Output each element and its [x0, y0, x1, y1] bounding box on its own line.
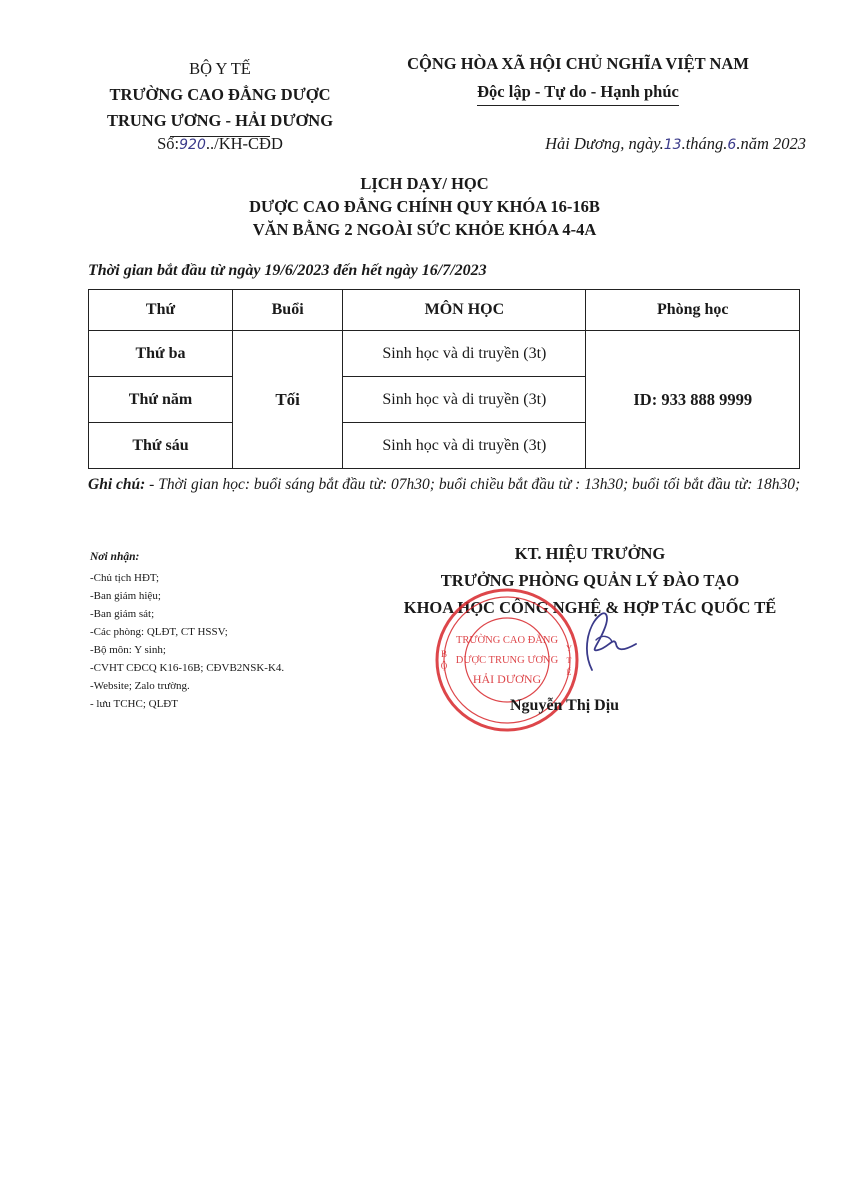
handwritten-signature-icon — [570, 600, 640, 675]
room-cell: ID: 933 888 9999 — [586, 331, 800, 469]
signer-name: Nguyễn Thị Dịu — [510, 697, 620, 714]
session-cell: Tối — [232, 331, 342, 469]
header-subject: MÔN HỌC — [343, 290, 586, 331]
row-subject: Sinh học và di truyền (3t) — [343, 331, 586, 377]
doc-number-value: 920 — [179, 137, 206, 153]
signature-line3: KHOA HỌC CÔNG NGHỆ & HỢP TÁC QUỐC TẾ — [403, 598, 777, 617]
national-motto: Độc lập - Tự do - Hạnh phúc — [477, 80, 679, 106]
document-title — [0, 172, 849, 241]
row-day: Thứ ba — [89, 331, 233, 377]
date-prefix: Hải Dương, ngày — [545, 134, 660, 153]
row-day: Thứ sáu — [89, 423, 233, 469]
row-subject: Sinh học và di truyền (3t) — [343, 377, 586, 423]
ministry-name: BỘ Y TẾ — [189, 59, 251, 78]
svg-text:Ộ: Ộ — [440, 661, 448, 671]
document-number — [80, 134, 360, 154]
header-room: Phòng học — [586, 290, 800, 331]
svg-text:T: T — [566, 656, 572, 665]
header-session: Buổi — [232, 290, 342, 331]
date-month: 6 — [727, 137, 737, 153]
svg-text:Ế: Ế — [566, 668, 572, 677]
svg-text:Y: Y — [566, 644, 572, 653]
date-suffix: năm 2023 — [740, 134, 806, 153]
national-header — [378, 50, 778, 106]
list-item: -Các phòng: QLĐT, CT HSSV; — [90, 626, 228, 638]
stamp-text-line1: TRƯỜNG CAO ĐẲNG — [455, 635, 559, 646]
schedule-period: Thời gian bắt đầu từ ngày 19/6/2023 đến hết ngày 16/7/2023 — [88, 262, 487, 279]
date-day: 13 — [663, 137, 682, 153]
issuer-block — [80, 56, 360, 137]
stamp-text-line2: DƯỢC TRUNG ƯƠNG — [455, 655, 559, 666]
date-mid: tháng — [685, 134, 724, 153]
recipients-block — [90, 548, 390, 713]
list-item: -Ban giám hiệu; — [90, 590, 161, 602]
list-item: -Ban giám sát; — [90, 608, 155, 620]
doc-number-prefix: Số: — [157, 134, 180, 153]
note-label: Ghi chú: — [88, 476, 146, 493]
stamp-text-line3: HẢI DƯƠNG — [472, 672, 542, 686]
table-header-row — [89, 290, 800, 331]
schedule-note — [88, 474, 804, 496]
republic-name: CỘNG HÒA XÃ HỘI CHỦ NGHĨA VIỆT NAM — [407, 54, 749, 73]
doc-number-suffix: ../KH-CĐD — [205, 134, 283, 153]
school-name-line1: TRƯỜNG CAO ĐẲNG DƯỢC — [109, 85, 331, 104]
title-line3: VĂN BẰNG 2 NGOÀI SỨC KHỎE KHÓA 4-4A — [252, 220, 597, 239]
school-name-line2: TRUNG ƯƠNG - HẢI DƯƠNG — [106, 111, 334, 130]
list-item: - lưu TCHC; QLĐT — [90, 698, 178, 710]
signature-line2: TRƯỞNG PHÒNG QUẢN LÝ ĐÀO TẠO — [440, 571, 740, 590]
list-item: -Bộ môn: Y sinh; — [90, 644, 166, 656]
table-row — [89, 331, 800, 377]
list-item: -CVHT CĐCQ K16-16B; CĐVB2NSK-K4. — [90, 662, 285, 674]
row-subject: Sinh học và di truyền (3t) — [343, 423, 586, 469]
schedule-table — [88, 289, 800, 469]
issue-date: Hải Dương, ngày.13.tháng.6.năm 2023 — [545, 134, 806, 153]
note-text: - Thời gian học: buổi sáng bắt đầu từ: 07h30; buổi chiều bắt đầu từ : 13h30; buổi tối bắt đầu từ: 18h30; — [145, 476, 801, 493]
list-item: -Chủ tịch HĐT; — [90, 572, 160, 584]
title-line1: LỊCH DẠY/ HỌC — [360, 174, 489, 193]
title-line2: DƯỢC CAO ĐẲNG CHÍNH QUY KHÓA 16-16B — [249, 197, 600, 216]
svg-text:B: B — [440, 649, 448, 659]
signature-line1: KT. HIỆU TRƯỞNG — [514, 544, 666, 563]
list-item: -Website; Zalo trường. — [90, 680, 190, 692]
recipients-heading: Nơi nhận: — [90, 551, 140, 563]
row-day: Thứ năm — [89, 377, 233, 423]
header-day: Thứ — [89, 290, 233, 331]
